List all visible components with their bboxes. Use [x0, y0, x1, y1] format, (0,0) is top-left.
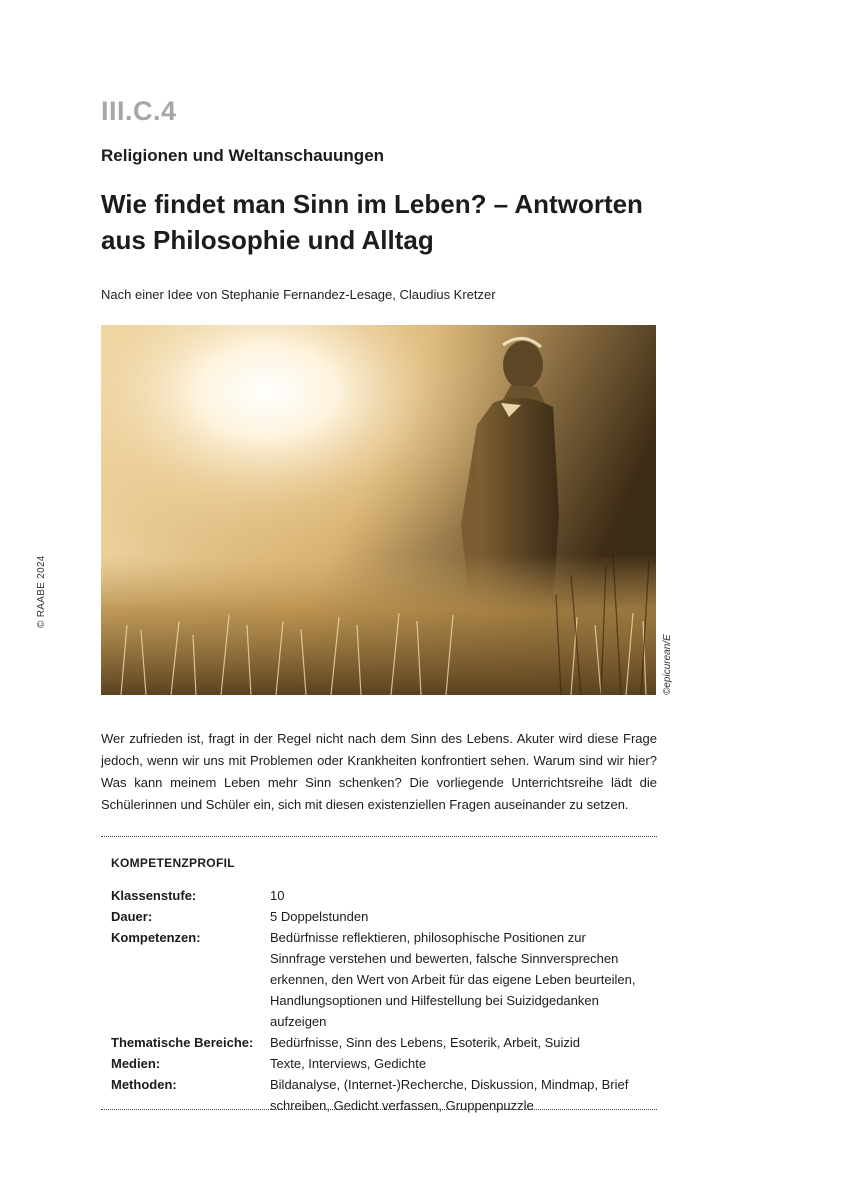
profile-value: 10 [270, 888, 285, 903]
author-line: Nach einer Idee von Stephanie Fernandez-Lesage, Claudius Kretzer [101, 287, 496, 302]
profile-label: Medien: [111, 1056, 161, 1071]
profile-label: Methoden: [111, 1077, 177, 1092]
profile-value: 5 Doppelstunden [270, 909, 369, 924]
profile-label: Thematische Bereiche: [111, 1035, 254, 1050]
profile-label: Klassenstufe: [111, 888, 197, 903]
profile-label: Dauer: [111, 909, 153, 924]
profile-value: Bedürfnisse reflektieren, philosophische Positionen zur Sinnfrage verstehen und bewerten, falsche Sinnversprechen erkennen, den Wert von Arbeit für das eigene Leben beurteilen, Handlungsoptionen und Hilfestellung bei Suizidgedanken aufzeigen [270, 930, 636, 1029]
profile-row-media [111, 1053, 651, 1074]
profile-row-topics [111, 1032, 651, 1053]
profile-label: Kompetenzen: [111, 930, 201, 945]
profile-row-duration [111, 906, 651, 927]
photo-credit: ©epicurean/E [662, 634, 673, 695]
profile-row-grade [111, 885, 651, 906]
intro-paragraph: Wer zufrieden ist, fragt in der Regel nicht nach dem Sinn des Lebens. Akuter wird diese Frage jedoch, wenn wir uns mit Problemen oder Krankheiten konfrontiert sehen. Warum sind wir hier? Was kann meinem Leben mehr Sinn schenken? Die vorliegende Unterrichtsreihe lädt die Schülerinnen und Schüler ein, sich mit diesen existenziellen Fragen auseinander zu setzen. [101, 731, 657, 812]
profile-value: Bedürfnisse, Sinn des Lebens, Esoterik, Arbeit, Suizid [270, 1035, 581, 1050]
sepia-meadow-figure-image [101, 325, 656, 695]
page-title: Wie findet man Sinn im Leben? – Antworten aus Philosophie und Alltag [101, 189, 643, 255]
competence-profile [111, 856, 651, 1116]
profile-heading: KOMPETENZPROFIL [111, 856, 235, 870]
section-code: III.C.4 [101, 96, 177, 126]
category-heading: Religionen und Weltanschauungen [101, 146, 385, 165]
profile-value: Texte, Interviews, Gedichte [270, 1056, 427, 1071]
divider-bottom [101, 1109, 657, 1110]
cover-photo [101, 325, 656, 695]
profile-row-competences [111, 927, 651, 1032]
profile-value: Bildanalyse, (Internet-)Recherche, Diskussion, Mindmap, Brief schreiben, Gedicht verfassen, Gruppenpuzzle [270, 1077, 629, 1113]
divider-top [101, 836, 657, 837]
copyright-notice: © RAABE 2024 [36, 555, 47, 628]
